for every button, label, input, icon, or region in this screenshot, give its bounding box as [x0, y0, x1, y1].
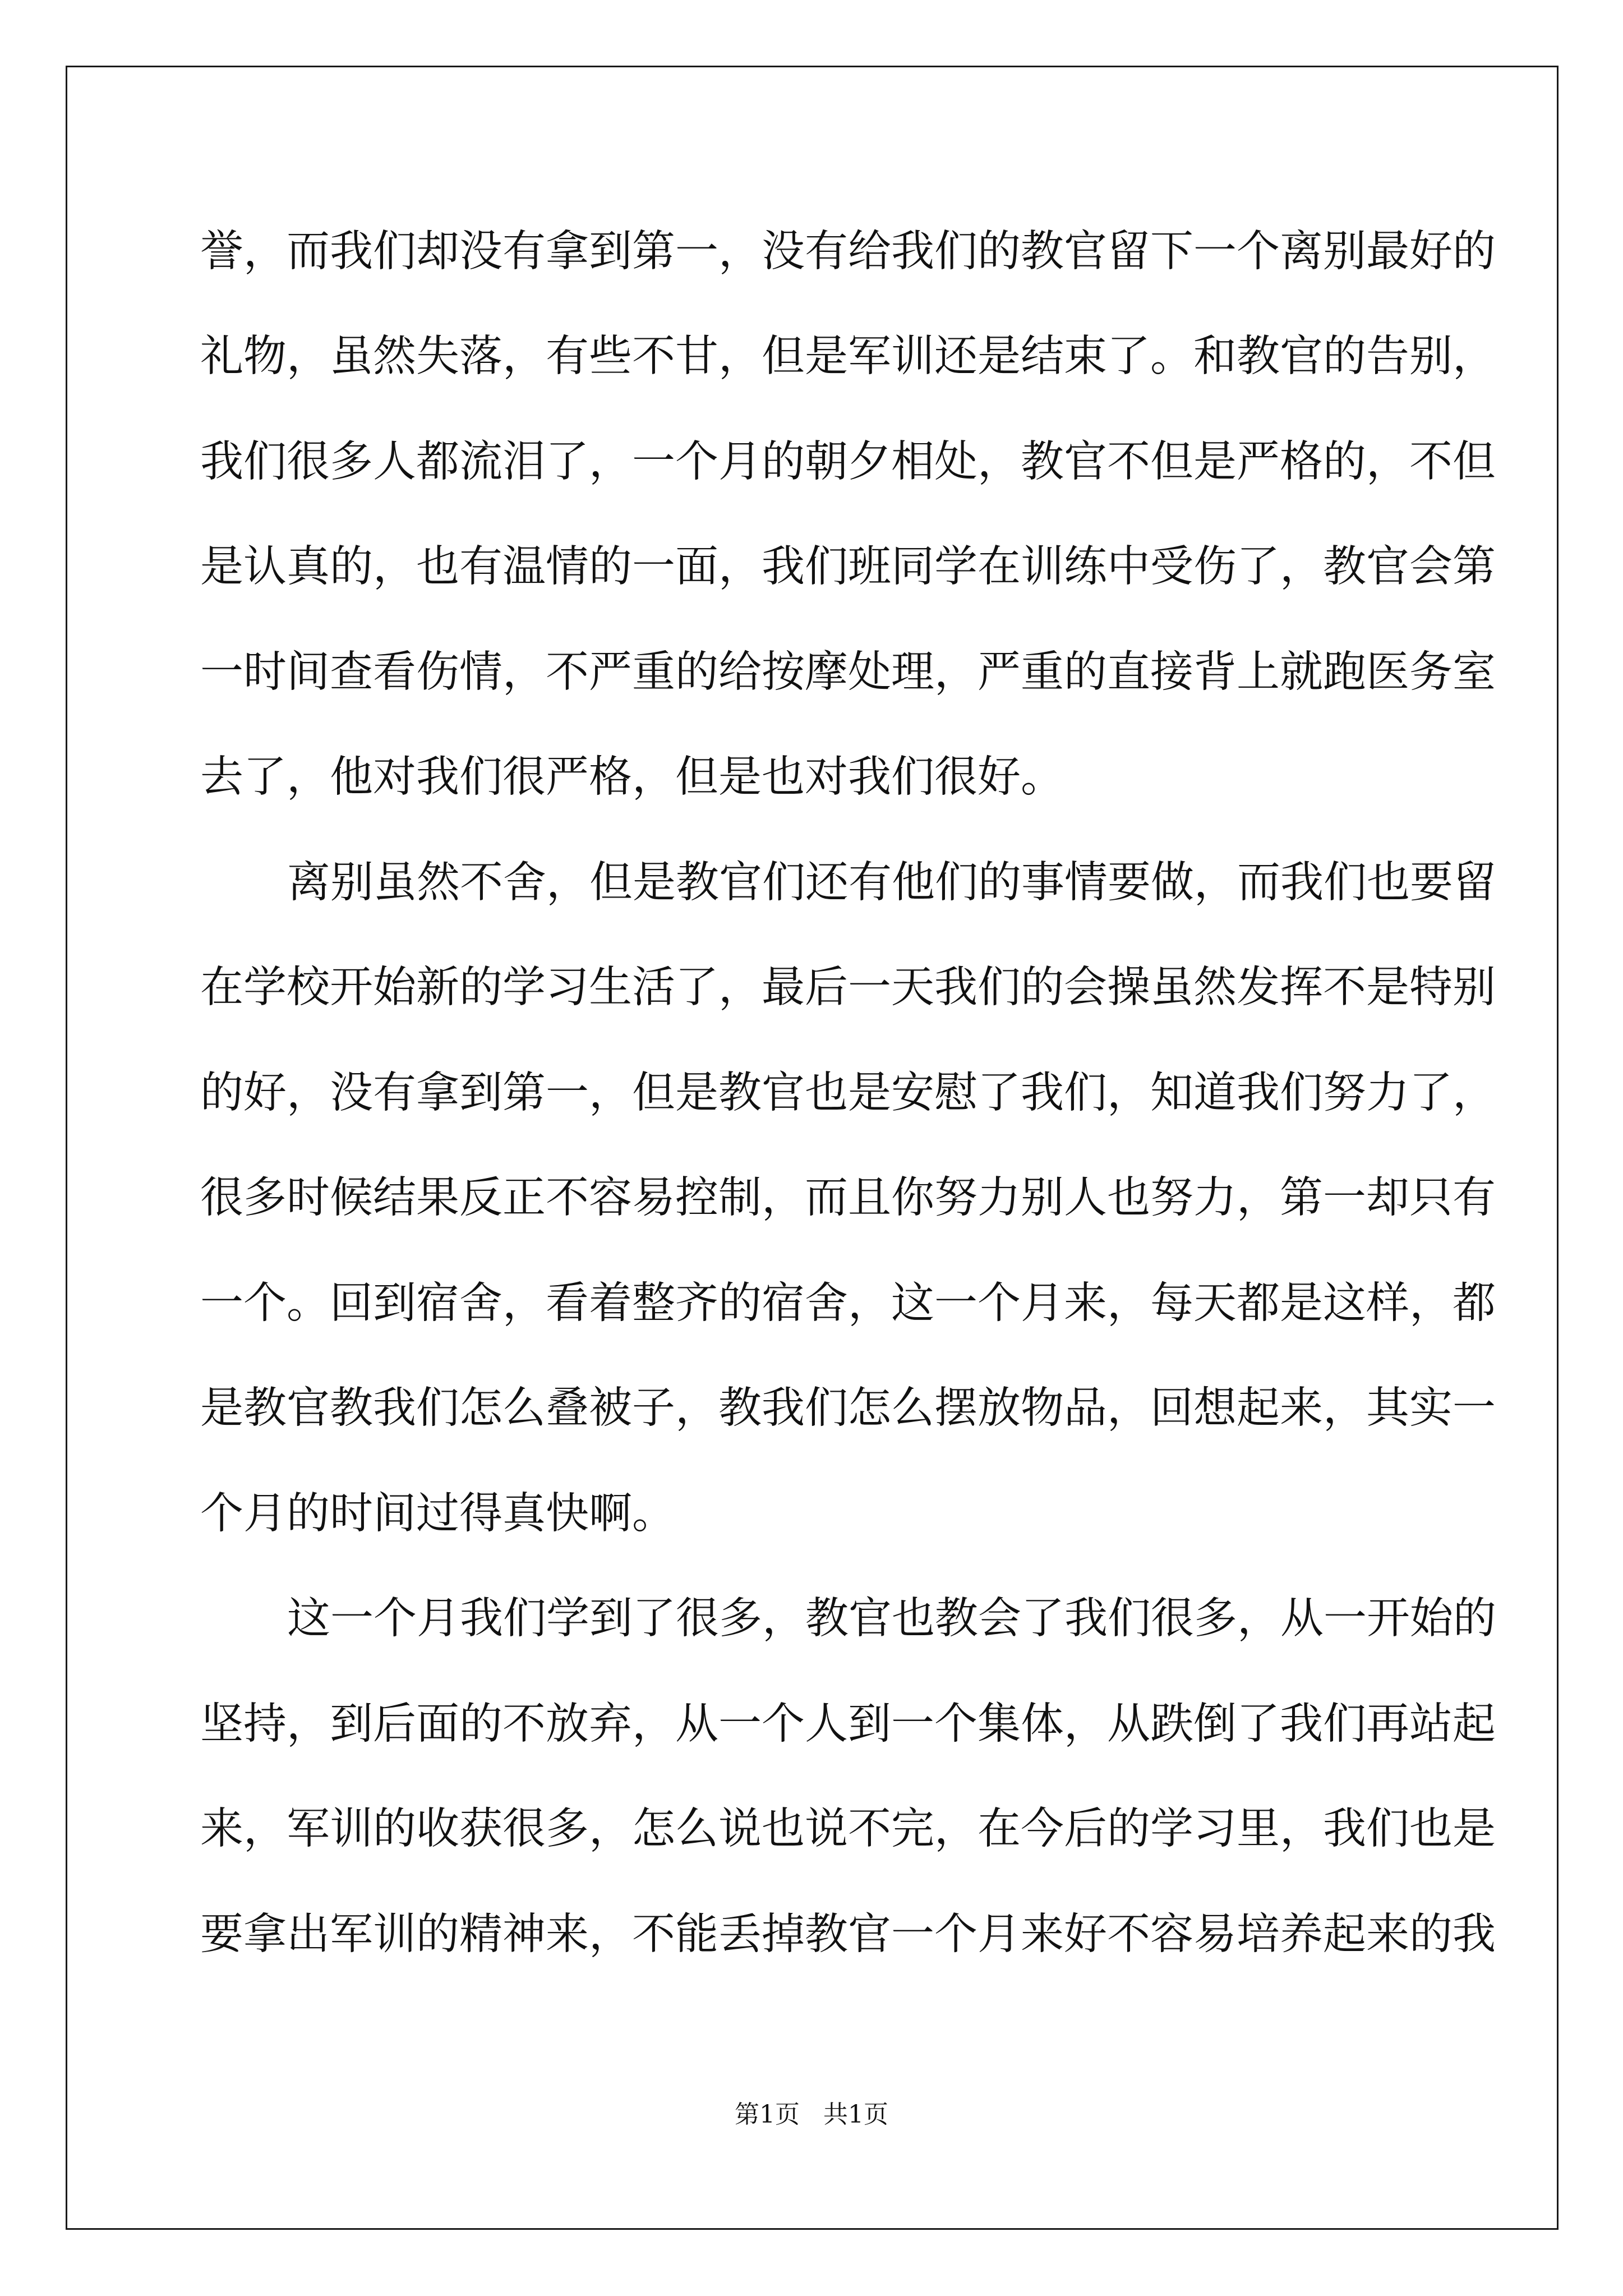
- page-number-footer: 第1页 共1页: [735, 2100, 888, 2129]
- text-line-12: 是教官教我们怎么叠被子，教我们怎么摆放物品，回想起来，其实一: [200, 1383, 1496, 1433]
- text-line-14: 这一个月我们学到了很多，教官也教会了我们很多，从一开始的: [287, 1594, 1496, 1644]
- text-line-7: 离别虽然不舍，但是教官们还有他们的事情要做，而我们也要留: [287, 858, 1496, 908]
- text-line-2: 礼物，虽然失落，有些不甘，但是军训还是结束了。和教官的告别，: [200, 332, 1496, 381]
- text-line-13: 个月的时间过得真快啊。: [200, 1489, 675, 1539]
- text-line-4: 是认真的，也有温情的一面，我们班同学在训练中受伤了，教官会第: [200, 542, 1496, 592]
- text-line-8: 在学校开始新的学习生活了，最后一天我们的会操虽然发挥不是特别: [200, 963, 1496, 1013]
- text-line-10: 很多时候结果反正不容易控制，而且你努力别人也努力，第一却只有: [200, 1173, 1496, 1223]
- text-line-3: 我们很多人都流泪了，一个月的朝夕相处，教官不但是严格的，不但: [200, 437, 1496, 487]
- text-line-11: 一个。回到宿舍，看着整齐的宿舍，这一个月来，每天都是这样，都: [200, 1278, 1496, 1328]
- text-line-6: 去了，他对我们很严格，但是也对我们很好。: [200, 752, 1064, 802]
- text-line-9: 的好，没有拿到第一，但是教官也是安慰了我们，知道我们努力了，: [200, 1068, 1496, 1118]
- text-line-1: 誉，而我们却没有拿到第一，没有给我们的教官留下一个离别最好的: [200, 227, 1496, 277]
- text-line-15: 坚持，到后面的不放弃，从一个人到一个集体，从跌倒了我们再站起: [200, 1699, 1496, 1749]
- text-line-17: 要拿出军训的精神来，不能丢掉教官一个月来好不容易培养起来的我: [200, 1910, 1496, 1959]
- page-border: [66, 66, 1559, 2230]
- text-line-16: 来，军训的收获很多，怎么说也说不完，在今后的学习里，我们也是: [200, 1804, 1496, 1854]
- text-line-5: 一时间查看伤情，不严重的给按摩处理，严重的直接背上就跑医务室: [200, 647, 1496, 697]
